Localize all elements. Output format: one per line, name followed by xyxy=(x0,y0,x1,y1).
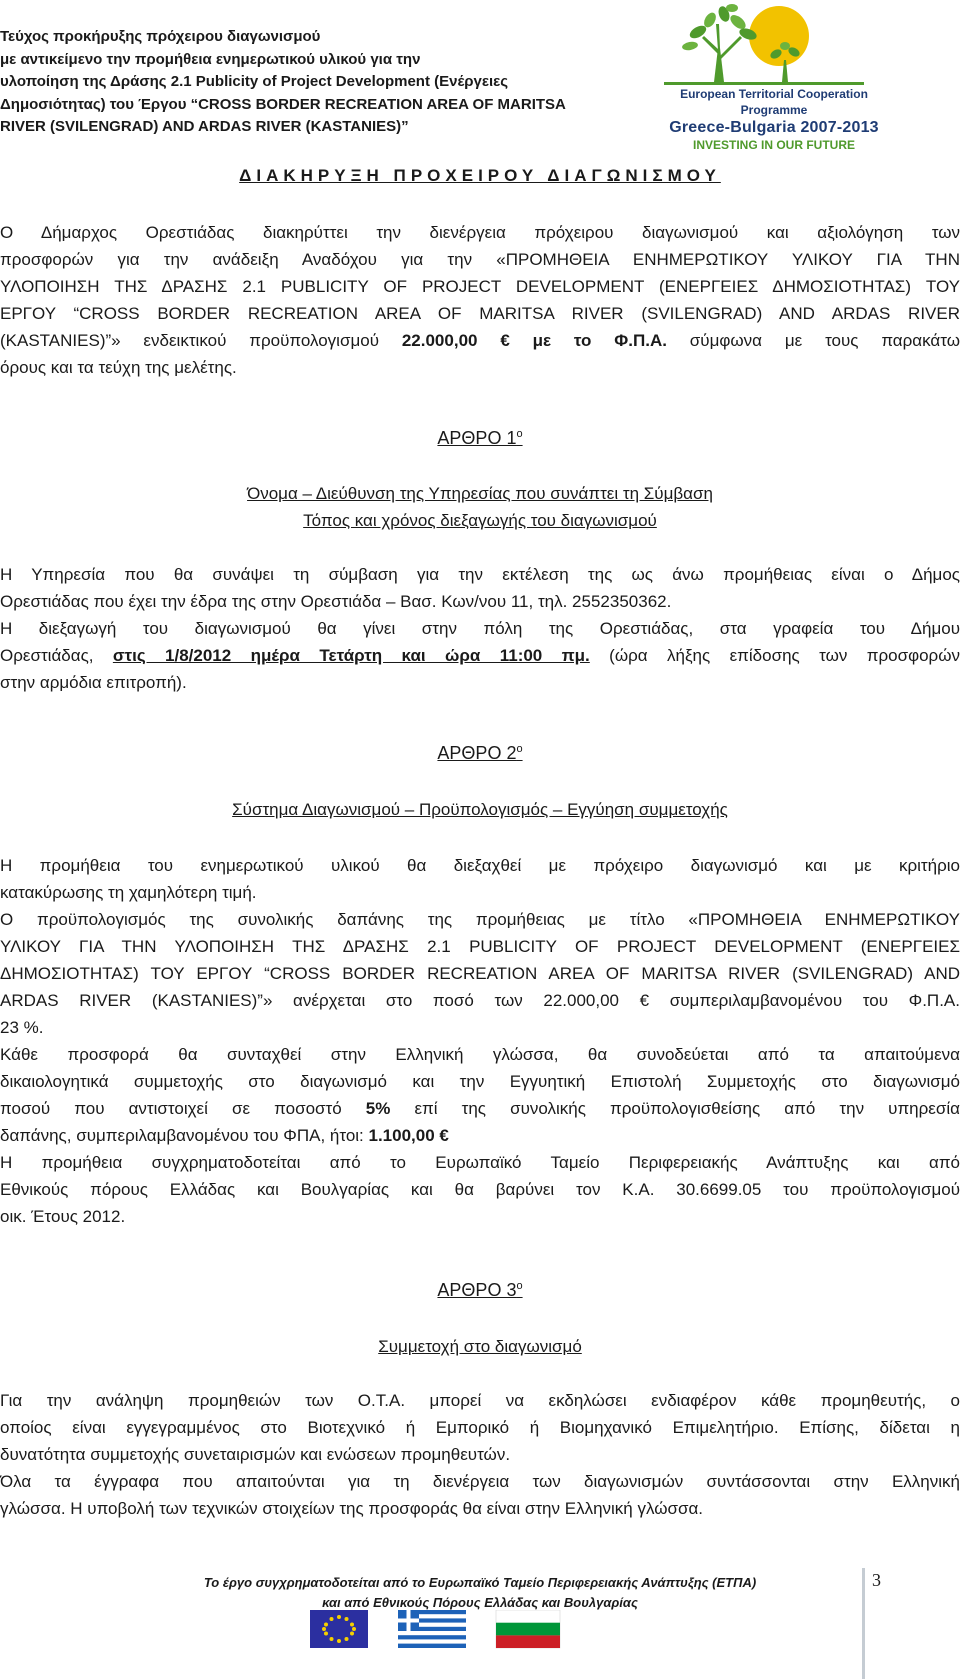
article-3-subtitle: Συμμετοχή στο διαγωνισμό xyxy=(378,1337,582,1356)
text-line: Εθνικούς πόρους Ελλάδας και Βουλγαρίας και θα βαρύνει τον Κ.Α. 30.6699.05 του προϋπολογισμού xyxy=(0,1180,960,1199)
article-2-subtitle: Σύστημα Διαγωνισμού – Προϋπολογισμός – Εγγύηση συμμετοχής xyxy=(232,800,728,819)
footer-funding-note xyxy=(100,1573,860,1613)
eu-flag-icon xyxy=(310,1610,368,1648)
text-line: Ορεστιάδας που έχει την έδρα της στην Ορεστιάδα – Βασ. Κων/νου 11, τηλ. 2552350362. xyxy=(0,592,672,611)
logo-name-line: Greece-Bulgaria 2007-2013 xyxy=(669,119,879,136)
header-title-line: με αντικείμενο την προμήθεια ενημερωτικού υλικού για την xyxy=(0,50,421,68)
ordinal-sup: ο xyxy=(516,743,523,755)
text-line: Η διεξαγωγή του διαγωνισμού θα γίνει στην πόλη της Ορεστιάδας, στα γραφεία του Δήμου xyxy=(0,619,960,638)
bulgarian-flag-icon xyxy=(496,1610,560,1648)
text-line: Ο Δήμαρχος Ορεστιάδας διακηρύττει την διενέργεια πρόχειρου διαγωνισμού και αξιολόγηση των xyxy=(0,223,960,242)
article-2-heading xyxy=(0,743,960,764)
text-line: δυνατότητα συμμετοχής συνεταιρισμών και ενώσεων προμηθευτών. xyxy=(0,1445,511,1464)
header-title-line: Δημοσιότητας) του Έργου “CROSS BORDER RECREATION AREA OF MARITSA xyxy=(0,95,566,113)
tender-date: στις 1/8/2012 ημέρα Τετάρτη και ώρα 11:00 πμ. xyxy=(112,646,590,665)
guarantee-amount: 1.100,00 € xyxy=(368,1126,449,1145)
text-line: ΥΛΙΚΟΥ ΓΙΑ ΤΗΝ ΥΛΟΠΟΙΗΣΗ ΤΗΣ ΔΡΑΣΗΣ 2.1 PUBLICITY OF PROJECT DEVELOPMENT (ΕΝΕΡΓΕΙΕΣ xyxy=(0,937,960,956)
article-1-subtitle: Όνομα – Διεύθυνση της Υπηρεσίας που συνάπτει τη Σύμβαση xyxy=(247,484,713,503)
text-run: (KASTANIES)”» ενδεικτικού προϋπολογισμού xyxy=(0,331,402,350)
text-line: οικ. Έτους 2012. xyxy=(0,1207,126,1226)
document-title: ΔΙΑΚΗΡΥΞΗ ΠΡΟΧΕΙΡΟΥ ΔΙΑΓΩΝΙΣΜΟΥ xyxy=(239,166,721,185)
tree-logo-icon xyxy=(654,2,894,86)
article-heading-text: ΑΡΘΡΟ 2 xyxy=(437,743,517,763)
article-3-heading xyxy=(0,1280,960,1301)
text-line: δικαιολογητικά συμμετοχής στο διαγωνισμό και την Εγγυητική Επιστολή Συμμετοχής στο διαγωνισμό xyxy=(0,1072,960,1091)
page-number: 3 xyxy=(872,1570,881,1590)
text-line: Κάθε προσφορά θα συνταχθεί στην Ελληνική γλώσσα, θα συνοδεύεται από τα απαιτούμενα xyxy=(0,1045,960,1064)
document-header xyxy=(0,0,960,150)
header-title-line: Τεύχος προκήρυξης πρόχειρου διαγωνισμού xyxy=(0,28,321,45)
text-line: ARDAS RIVER (KASTANIES)”» ανέρχεται στο ποσό των 22.000,00 € συμπεριλαμβανομένου του Φ.Π.Α. xyxy=(0,991,960,1010)
intro-paragraph xyxy=(0,219,960,381)
article-1-body xyxy=(0,561,960,696)
logo-programme-line: European Territorial Cooperation Programme xyxy=(680,87,868,117)
text-line: ΥΛΟΠΟΙΗΣΗ ΤΗΣ ΔΡΑΣΗΣ 2.1 PUBLICITY OF PROJECT DEVELOPMENT (ΕΝΕΡΓΕΙΕΣ ΔΗΜΟΣΙΟΤΗΤΑΣ) ΤΟΥ xyxy=(0,277,960,296)
text-line xyxy=(0,1095,960,1122)
text-line xyxy=(0,327,960,354)
text-line: οποίος είναι εγγεγραμμένος στο Βιοτεχνικό ή Εμπορικό ή Βιομηχανικό Επιμελητήριο. Επίσης, δίδεται η xyxy=(0,1418,960,1437)
text-line: στην αρμόδια επιτροπή). xyxy=(0,673,187,692)
logo-slogan-line: INVESTING IN OUR FUTURE xyxy=(692,138,855,152)
text-line: Η προμήθεια συγχρηματοδοτείται από το Ευρωπαϊκό Ταμείο Περιφερειακής Ανάπτυξης και από xyxy=(0,1153,960,1172)
text-line: Η προμήθεια του ενημερωτικού υλικού θα διεξαχθεί με πρόχειρο διαγωνισμό και με κριτήριο xyxy=(0,856,960,875)
article-3-body xyxy=(0,1387,960,1522)
header-title-line: RIVER (SVILENGRAD) AND ARDAS RIVER (KASTANIES)” xyxy=(0,118,409,135)
ordinal-sup: ο xyxy=(516,1280,523,1292)
text-run: δαπάνης, συμπεριλαμβανομένου του ΦΠΑ, ήτοι: xyxy=(0,1126,369,1145)
footer-line: Το έργο συγχρηματοδοτείται από το Ευρωπαϊκό Ταμείο Περιφερειακής Ανάπτυξης (ΕΤΠΑ) xyxy=(203,1575,757,1590)
text-line: όρους και τα τεύχη της μελέτης. xyxy=(0,358,237,377)
text-run: Ορεστιάδας, xyxy=(0,646,113,665)
text-run: ποσού που αντιστοιχεί σε ποσοστό xyxy=(0,1099,366,1118)
header-title xyxy=(0,26,600,139)
article-2-body xyxy=(0,852,960,1230)
text-run: επί της συνολικής προϋπολογισθείσης από την υπηρεσία xyxy=(390,1099,960,1118)
text-line: γλώσσα. Η υποβολή των τεχνικών στοιχείων της προσφοράς θα είναι στην Ελληνική γλώσσα. xyxy=(0,1499,704,1518)
text-line: ΕΡΓΟΥ “CROSS BORDER RECREATION AREA OF MARITSA RIVER (SVILENGRAD) AND ARDAS RIVER xyxy=(0,304,960,323)
header-title-line: υλοποίηση της Δράσης 2.1 Publicity of Project Development (Ενέργειες xyxy=(0,73,509,90)
text-line: Ο προϋπολογισμός της συνολικής δαπάνης της προμήθειας με τίτλο «ΠΡΟΜΗΘΕΙΑ ΕΝΗΜΕΡΩΤΙΚΟΥ xyxy=(0,910,960,929)
text-line: ΔΗΜΟΣΙΟΤΗΤΑΣ) ΤΟΥ ΕΡΓΟΥ “CROSS BORDER RECREATION AREA OF MARITSA RIVER (SVILENGRAD) AND xyxy=(0,964,960,983)
page-divider xyxy=(862,1568,865,1679)
text-line xyxy=(0,1122,960,1149)
text-run: (ώρα λήξης επίδοσης των προσφορών xyxy=(589,646,960,665)
programme-logo xyxy=(654,2,894,152)
text-line: 23 %. xyxy=(0,1018,44,1037)
guarantee-percent: 5% xyxy=(365,1099,391,1118)
text-line: προσφορών για την ανάδειξη Αναδόχου για την «ΠΡΟΜΗΘΕΙΑ ΕΝΗΜΕΡΩΤΙΚΟΥ ΥΛΙΚΟΥ ΓΙΑ ΤΗΝ xyxy=(0,250,960,269)
ordinal-sup: ο xyxy=(516,428,523,440)
text-line: Για την ανάληψη προμηθειών των Ο.Τ.Α. μπορεί να εκδηλώσει ενδιαφέρον κάθε προμηθευτής, ο xyxy=(0,1391,960,1410)
article-heading-text: ΑΡΘΡΟ 1 xyxy=(437,428,517,448)
text-run: σύμφωνα με τους παρακάτω xyxy=(666,331,960,350)
footer-line: και από Εθνικούς Πόρους Ελλάδας και Βουλγαρίας xyxy=(322,1595,638,1610)
text-line: Όλα τα έγγραφα που απαιτούνται για τη διενέργεια των διαγωνισμών συντάσσονται στην Ελληνική xyxy=(0,1472,960,1491)
text-line: Η Υπηρεσία που θα συνάψει τη σύμβαση για την εκτέλεση της ως άνω προμήθειας είναι ο Δήμος xyxy=(0,565,960,584)
budget-amount: 22.000,00 € με το Φ.Π.Α. xyxy=(401,331,667,350)
article-1-heading xyxy=(0,428,960,449)
article-1-subtitle: Τόπος και χρόνος διεξαγωγής του διαγωνισμού xyxy=(303,511,657,530)
greek-flag-icon xyxy=(398,1610,466,1648)
text-line: κατακύρωσης τη χαμηλότερη τιμή. xyxy=(0,883,257,902)
text-line xyxy=(0,642,960,669)
flags-row xyxy=(308,1610,628,1650)
article-heading-text: ΑΡΘΡΟ 3 xyxy=(437,1280,517,1300)
